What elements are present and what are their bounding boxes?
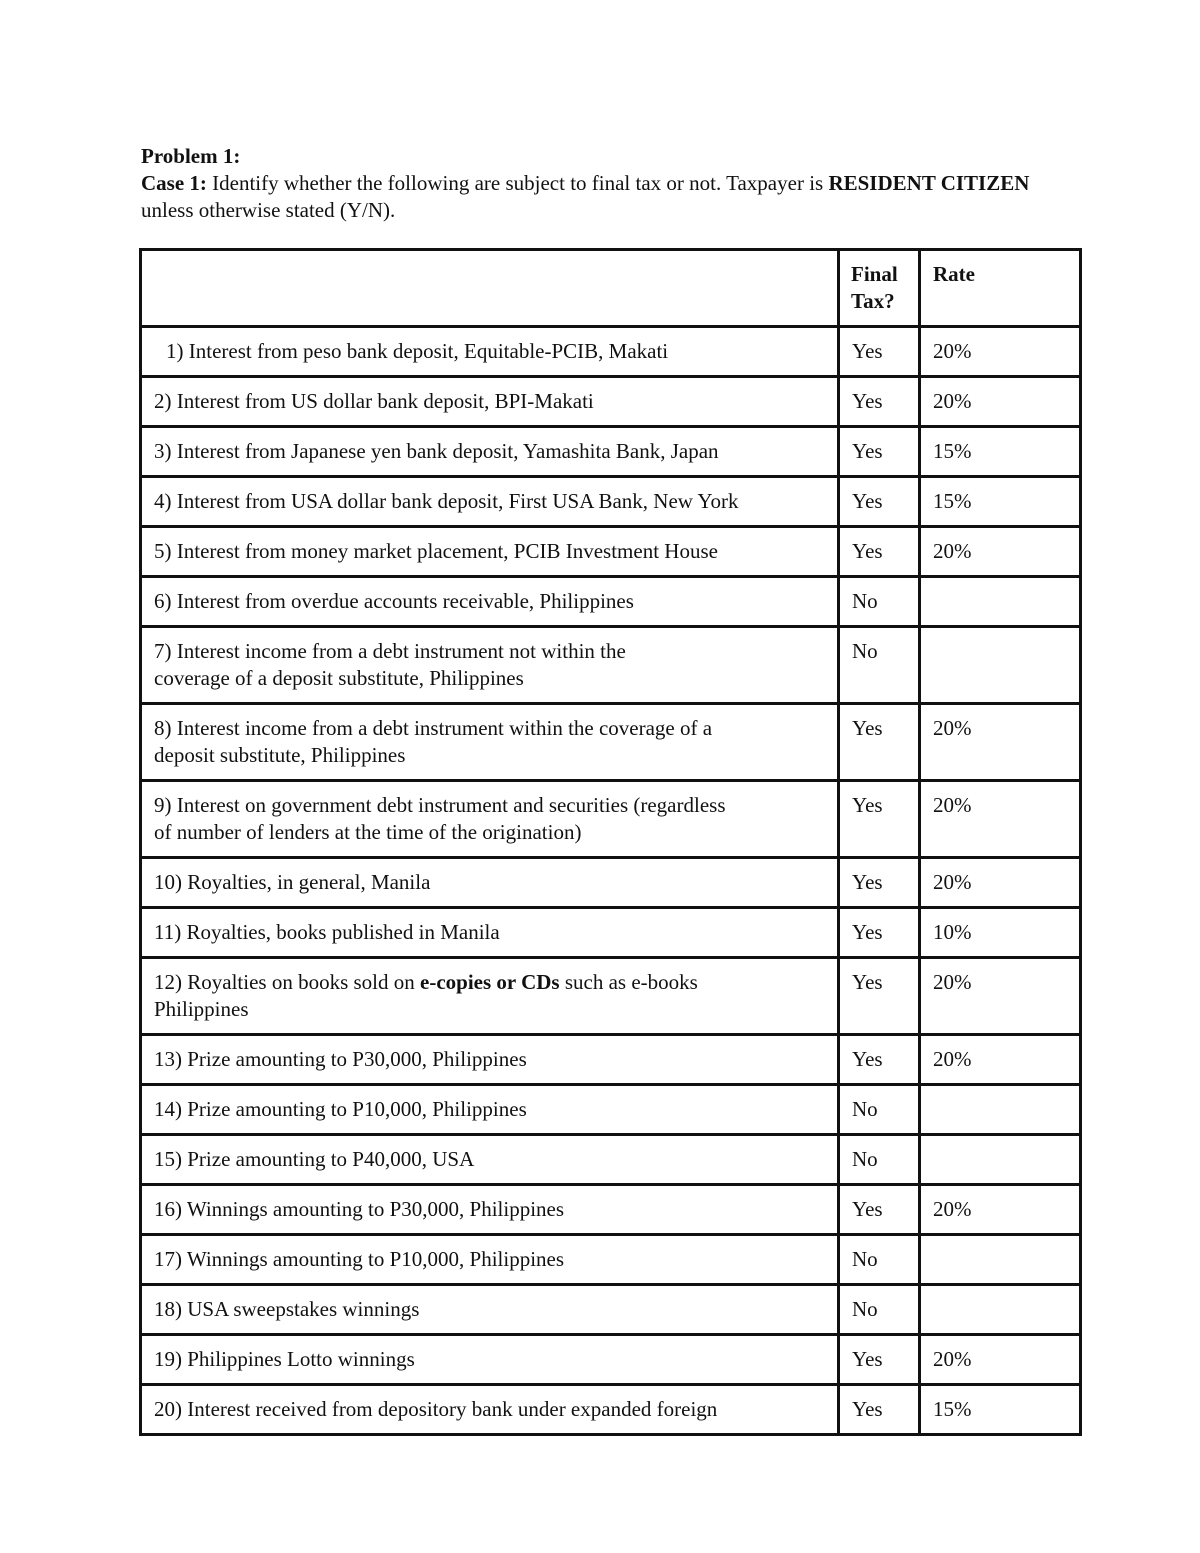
row-final-tax: Yes [839,908,920,958]
table-row [141,908,1081,958]
row-final-tax: No [839,1285,920,1335]
row-rate [920,1135,1081,1185]
row-final-tax: Yes [839,477,920,527]
row-item-line: 7) Interest income from a debt instrument not within the [154,639,626,663]
row-item-text: such as e-books [559,970,698,994]
row-item: 13) Prize amounting to P30,000, Philippines [141,1035,839,1085]
row-final-tax: No [839,1235,920,1285]
row-final-tax: No [839,1085,920,1135]
row-rate: 20% [920,327,1081,377]
table-row [141,1335,1081,1385]
row-item [141,958,839,1035]
row-item: 16) Winnings amounting to P30,000, Philippines [141,1185,839,1235]
row-item: 2) Interest from US dollar bank deposit, BPI-Makati [141,377,839,427]
row-item-emphasis: e-copies or CDs [420,970,560,994]
row-item: 11) Royalties, books published in Manila [141,908,839,958]
table-row [141,377,1081,427]
row-item: 15) Prize amounting to P40,000, USA [141,1135,839,1185]
row-item-line: 9) Interest on government debt instrument and securities (regardless [154,793,726,817]
row-item: 19) Philippines Lotto winnings [141,1335,839,1385]
table-header-row [141,250,1081,327]
row-item: 14) Prize amounting to P10,000, Philippines [141,1085,839,1135]
row-final-tax: Yes [839,527,920,577]
row-rate: 20% [920,1035,1081,1085]
row-item: 4) Interest from USA dollar bank deposit, First USA Bank, New York [141,477,839,527]
row-rate: 20% [920,377,1081,427]
row-final-tax: Yes [839,427,920,477]
row-item: 18) USA sweepstakes winnings [141,1285,839,1335]
table-row [141,527,1081,577]
table-row [141,477,1081,527]
row-final-tax: Yes [839,1185,920,1235]
table-row [141,704,1081,781]
row-final-tax: Yes [839,958,920,1035]
row-final-tax: Yes [839,1035,920,1085]
instruction-text-end: unless otherwise stated (Y/N). [141,198,396,222]
table-row [141,1235,1081,1285]
table-row [141,1135,1081,1185]
row-item: 17) Winnings amounting to P10,000, Philippines [141,1235,839,1285]
row-item [141,704,839,781]
row-item: 10) Royalties, in general, Manila [141,858,839,908]
row-item: 3) Interest from Japanese yen bank deposit, Yamashita Bank, Japan [141,427,839,477]
row-item-line: of number of lenders at the time of the origination) [154,820,582,844]
row-item: 1) Interest from peso bank deposit, Equitable-PCIB, Makati [141,327,839,377]
row-item-line: coverage of a deposit substitute, Philippines [154,666,524,690]
instruction-text: Identify whether the following are subject to final tax or not. Taxpayer is [206,171,829,195]
table-row [141,1185,1081,1235]
row-item: 20) Interest received from depository bank under expanded foreign [141,1385,839,1435]
row-item-line: 8) Interest income from a debt instrument within the coverage of a [154,716,713,740]
row-final-tax: Yes [839,377,920,427]
table-row [141,1085,1081,1135]
row-item-line: Philippines [154,997,249,1021]
row-final-tax: Yes [839,1335,920,1385]
problem-intro [141,143,1071,224]
taxpayer-type: RESIDENT CITIZEN [828,171,1030,195]
row-rate [920,1085,1081,1135]
row-rate [920,1235,1081,1285]
table-row [141,327,1081,377]
row-rate [920,577,1081,627]
row-rate: 15% [920,477,1081,527]
row-final-tax: No [839,1135,920,1185]
row-rate: 20% [920,704,1081,781]
row-final-tax: No [839,627,920,704]
case-instruction [141,170,1071,224]
case-label: Case 1: [141,171,207,195]
final-tax-table [139,248,1082,1436]
row-item: 5) Interest from money market placement, PCIB Investment House [141,527,839,577]
table-row [141,958,1081,1035]
row-final-tax: Yes [839,1385,920,1435]
row-rate: 20% [920,1185,1081,1235]
problem-title: Problem 1: [141,144,241,168]
row-final-tax: Yes [839,704,920,781]
row-rate: 10% [920,908,1081,958]
table-row [141,627,1081,704]
row-item-line: deposit substitute, Philippines [154,743,406,767]
table-row [141,577,1081,627]
row-rate: 20% [920,781,1081,858]
table-row [141,1035,1081,1085]
row-item [141,781,839,858]
row-final-tax: Yes [839,858,920,908]
table-row [141,427,1081,477]
row-final-tax: No [839,577,920,627]
row-item-text: 12) Royalties on books sold on [154,970,420,994]
row-rate: 15% [920,1385,1081,1435]
header-final-tax: Final Tax? [839,250,920,327]
table-row [141,1385,1081,1435]
row-final-tax: Yes [839,327,920,377]
row-rate: 15% [920,427,1081,477]
row-item: 6) Interest from overdue accounts receivable, Philippines [141,577,839,627]
table-row [141,781,1081,858]
row-rate: 20% [920,858,1081,908]
header-rate: Rate [920,250,1081,327]
row-rate: 20% [920,1335,1081,1385]
row-rate [920,1285,1081,1335]
table-row [141,1285,1081,1335]
row-item [141,627,839,704]
row-rate: 20% [920,958,1081,1035]
table-row [141,858,1081,908]
row-final-tax: Yes [839,781,920,858]
header-item [141,250,839,327]
row-rate [920,627,1081,704]
row-rate: 20% [920,527,1081,577]
